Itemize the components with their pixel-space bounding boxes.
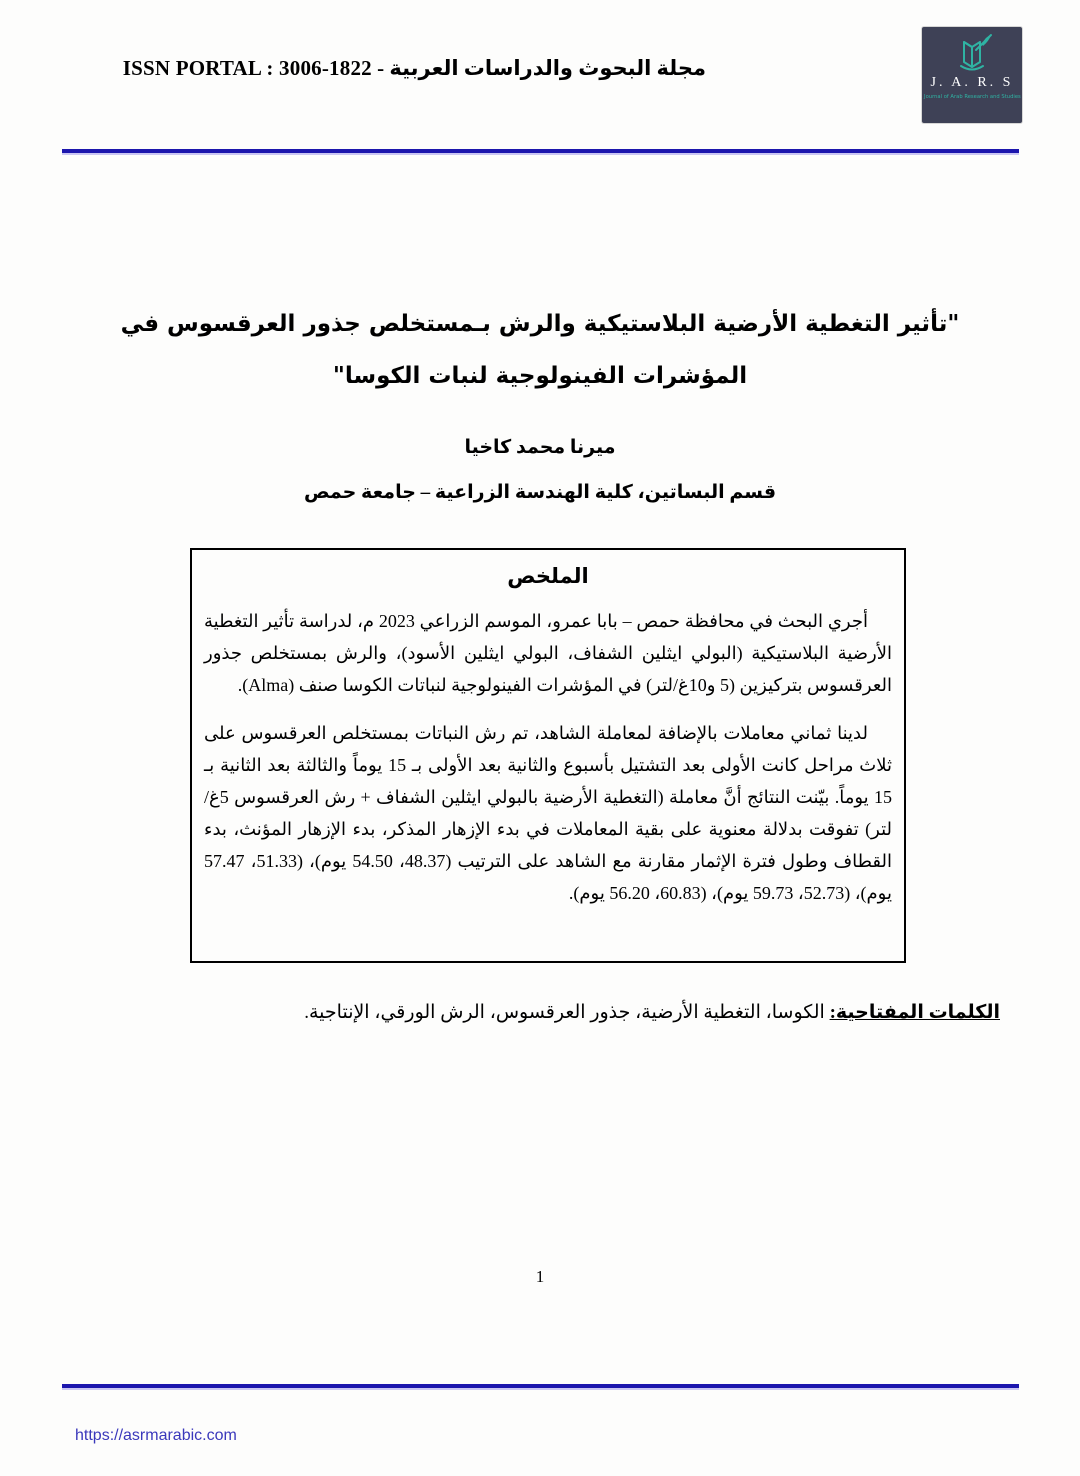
paper-title-line2: المؤشرات الفينولوجية لنبات الكوسا" — [332, 363, 748, 389]
header-divider — [62, 149, 1019, 153]
keywords-label: الكلمات المفتاحية: — [829, 1002, 1000, 1023]
paper-title-line1: "تأثير التغطية الأرضية البلاستيكية والرش بـمستخلص جذور العرقسوس في — [120, 311, 960, 337]
logo-initials: J. A. R. S — [930, 75, 1014, 90]
footer-url[interactable]: https://asrmarabic.com — [75, 1427, 237, 1444]
page-number: 1 — [535, 1267, 545, 1286]
paper-title — [0, 298, 1080, 402]
book-quill-icon — [948, 33, 996, 75]
journal-issn-header: مجلة البحوث والدراسات العربية - ISSN PORTAL : 3006-1822 — [122, 56, 706, 80]
abstract-box — [190, 548, 906, 963]
author-name: ميرنا محمد كاخيا — [464, 437, 616, 458]
keywords-text: الكوسا، التغطية الأرضية، جذور العرقسوس، الرش الورقي، الإنتاجية. — [304, 1002, 830, 1023]
footer-divider — [62, 1384, 1019, 1388]
keywords-line — [304, 1000, 1000, 1026]
abstract-paragraph-1: أجري البحث في محافظة حمص – بابا عمرو، الموسم الزراعي 2023 م، لدراسة تأثير التغطية الأرضية البلاستيكية (البولي ايثلين الشفاف، البولي ايثلين الأسود)، والرش بمستخلص جذور العرقسوس بتركيزين (5 و10غ/لتر) في المؤشرات الفينولوجية لنباتات الكوسا صنف (Alma). — [204, 611, 892, 695]
abstract-paragraph-2: لدينا ثماني معاملات بالإضافة لمعاملة الشاهد، تم رش النباتات بمستخلص العرقسوس على ثلاث مراحل كانت الأولى بعد التشتيل بأسبوع والثانية بعد الأولى بـ 15 يوماً والثالثة بعد الثانية بـ 15 يوماً. بيّنت النتائج أنَّ معاملة (التغطية الأرضية بالبولي ايثلين الشفاف + رش العرقسوس 5غ/لتر) تفوقت بدلالة معنوية على بقية المعاملات في بدء الإزهار المذكر، بدء الإزهار المؤنث، بدء القطاف وطول فترة الإثمار مقارنة مع الشاهد على الترتيب (48.37، 54.50 يوم)، (51.33، 57.47 يوم)، (52.73، 59.73 يوم)، (60.83، 56.20 يوم). — [204, 723, 892, 903]
logo-subtitle: Journal of Arab Research and Studies — [923, 94, 1021, 100]
jars-logo — [922, 27, 1022, 123]
abstract-heading: الملخص — [507, 564, 589, 588]
author-affiliation: قسم البساتين، كلية الهندسة الزراعية – جامعة حمص — [303, 482, 777, 503]
